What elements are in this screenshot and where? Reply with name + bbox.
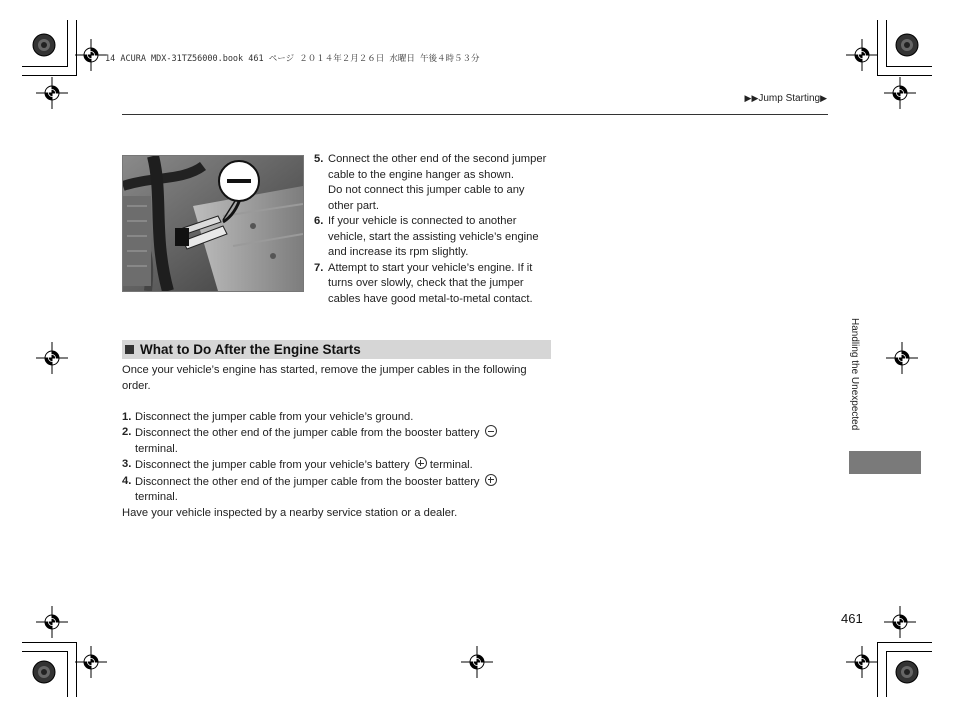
- list-item: [314, 261, 550, 308]
- step-number: 5.: [314, 153, 324, 165]
- engine-bay-illustration: [122, 155, 304, 292]
- list-item: [122, 410, 552, 426]
- item-text-end: terminal.: [429, 459, 473, 471]
- plus-terminal-icon: [415, 457, 427, 469]
- step-text: If your vehicle is connected to another vehicle, start the assisting vehicle’s engine and increase its rpm slightly.: [328, 215, 539, 258]
- chapter-tab[interactable]: [849, 451, 921, 474]
- item-number: 1.: [122, 410, 132, 423]
- step-number: 6.: [314, 215, 324, 227]
- steps-list: [314, 152, 550, 307]
- step-text: Attempt to start your vehicle’s engine. If it turns over slowly, check that the jumper cables have good metal-to-metal contact.: [328, 261, 533, 305]
- chapter-side-label[interactable]: Handling the Unexpected: [849, 318, 860, 431]
- minus-terminal-icon: [485, 425, 497, 437]
- item-text-end: terminal.: [135, 491, 178, 503]
- section-heading-bar: [122, 340, 551, 359]
- step-note: Do not connect this jumper cable to any other part.: [328, 184, 525, 212]
- removal-order-list: [122, 410, 552, 506]
- section-body: [122, 363, 552, 521]
- print-header: 14 ACURA MDX-31TZ56000.book 461 ページ ２０１４年２月２６日 水曜日 午後４時５３分: [105, 54, 480, 64]
- closing-note: Have your vehicle inspected by a nearby service station or a dealer.: [122, 506, 458, 519]
- page-number: 461: [841, 611, 863, 626]
- breadcrumb-label: Jump Starting: [758, 93, 821, 104]
- step-text: Connect the other end of the second jumper cable to the engine hanger as shown.: [328, 153, 547, 181]
- breadcrumb-arrows: ▶▶: [744, 93, 759, 103]
- section-square-icon: [125, 345, 134, 354]
- breadcrumb[interactable]: [745, 93, 827, 104]
- item-text: Disconnect the jumper cable from your vehicle’s ground.: [135, 410, 414, 423]
- item-number: 2.: [122, 426, 132, 438]
- item-text-end: terminal.: [135, 442, 178, 455]
- item-text: Disconnect the jumper cable from your vehicle’s battery: [135, 459, 410, 471]
- item-text: Disconnect the other end of the jumper cable from the booster battery: [135, 427, 480, 439]
- list-item: [122, 457, 552, 474]
- header-rule: [122, 114, 828, 115]
- breadcrumb-end-arrow: ▶: [820, 93, 827, 103]
- item-text: Disconnect the other end of the jumper cable from the booster battery: [135, 475, 480, 488]
- section-intro: Once your vehicle’s engine has started, remove the jumper cables in the following order.: [122, 364, 527, 392]
- item-number: 4.: [122, 474, 132, 487]
- step-number: 7.: [314, 261, 324, 274]
- list-item: [314, 214, 550, 261]
- list-item: [314, 152, 550, 214]
- item-number: 3.: [122, 458, 132, 470]
- list-item: [122, 425, 552, 457]
- plus-terminal-icon: [485, 474, 497, 486]
- list-item: [122, 474, 552, 506]
- section-title: What to Do After the Engine Starts: [140, 342, 361, 357]
